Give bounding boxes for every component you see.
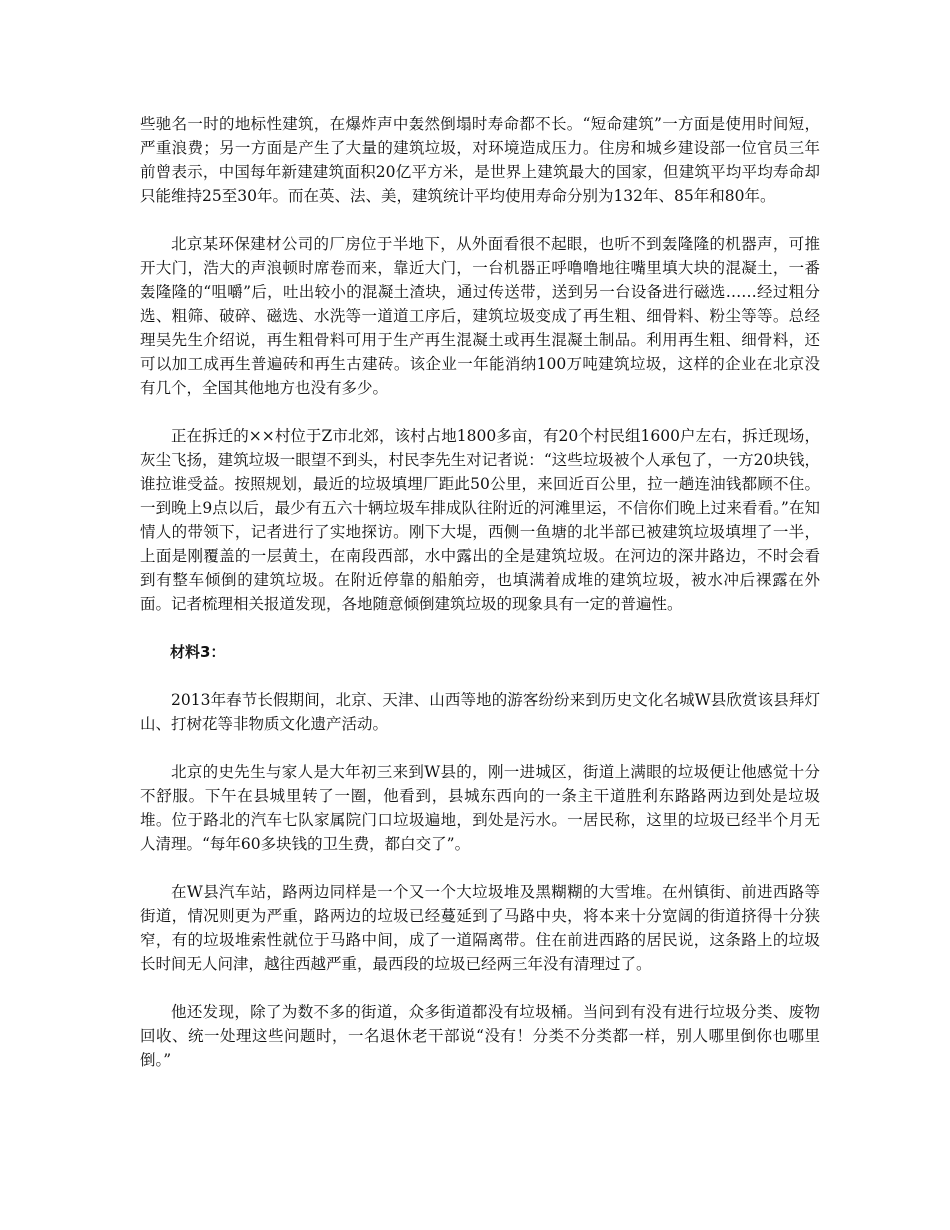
paragraph-no-trash-bins: 他还发现，除了为数不多的街道，众多街道都没有垃圾桶。当问到有没有进行垃圾分类、废物回收、统一处理这些问题时，一名退休老干部说“没有！分类不分类都一样，别人哪里倒你也哪里倒。”: [140, 1003, 820, 1069]
paragraph-spring-festival: 2013年春节长假期间，北京、天津、山西等地的游客纷纷来到历史文化名城W县欣赏该县拜灯山、打树花等非物质文化遗产活动。: [140, 691, 820, 733]
paragraph-recycling-company: 北京某环保建材公司的厂房位于半地下，从外面看很不起眼，也听不到轰隆隆的机器声，可推开大门，浩大的声浪顿时席卷而来，靠近大门，一台机器正呼噜噜地往嘴里填大块的混凝土，一番轰隆隆的“咀嚼”后，吐出较小的混凝土渣块，通过传送带，送到另一台设备进行磁选……经过粗分选、粗筛、破碎、磁选、水洗等一道道工序后，建筑垃圾变成了再生粗、细骨料、粉尘等等。总经理吴先生介绍说，再生粗骨料可用于生产再生混凝土或再生混凝土制品。利用再生粗、细骨料，还可以加工成再生普遍砖和再生古建砖。该企业一年能消纳100万吨建筑垃圾，这样的企业在北京没有几个，全国其他地方也没有多少。: [140, 235, 820, 397]
document-body: [140, 112, 820, 1096]
paragraph-bus-station: 在W县汽车站，路两边同样是一个又一个大垃圾堆及黑糊糊的大雪堆。在州镇街、前进西路等街道，情况则更为严重，路两边的垃圾已经蔓延到了马路中央，将本来十分宽阔的街道挤得十分狭窄，有的垃圾堆索性就位于马路中间，成了一道隔离带。住在前进西路的居民说，这条路上的垃圾长时间无人问津，越往西越严重，最西段的垃圾已经两三年没有清理过了。: [140, 883, 820, 973]
paragraph-mr-shi: 北京的史先生与家人是大年初三来到W县的，刚一进城区，街道上满眼的垃圾便让他感觉十分不舒服。下午在县城里转了一圈，他看到，县城东西向的一条主干道胜利东路路两边到处是垃圾堆。位于路北的汽车七队家属院门口垃圾遍地，到处是污水。一居民称，这里的垃圾已经半个月无人清理。“每年60多块钱的卫生费，都白交了”。: [140, 763, 820, 853]
paragraph-village-demolition: 正在拆迁的××村位于Z市北郊，该村占地1800多亩，有20个村民组1600户左右，拆迁现场，灰尘飞扬，建筑垃圾一眼望不到头，村民李先生对记者说：“这些垃圾被个人承包了，一方20块钱，谁拉谁受益。按照规划，最近的垃圾填埋厂距此50公里，来回近百公里，拉一趟连油钱都顾不住。一到晚上9点以后，最少有五六十辆垃圾车排成队往附近的河滩里运，不信你们晚上过来看看。”在知情人的带领下，记者进行了实地探访。刚下大堤，西侧一鱼塘的北半部已被建筑垃圾填埋了一半，上面是刚覆盖的一层黄土，在南段西部，水中露出的全是建筑垃圾。在河边的深井路边，不时会看到有整车倾倒的建筑垃圾。在附近停靠的船舶旁，也填满着成堆的建筑垃圾，被水冲后裸露在外面。记者梳理相关报道发现，各地随意倾倒建筑垃圾的现象具有一定的普遍性。: [140, 427, 820, 613]
paragraph-continued: 些驰名一时的地标性建筑，在爆炸声中轰然倒塌时寿命都不长。“短命建筑”一方面是使用时间短，严重浪费；另一方面是产生了大量的建筑垃圾，对环境造成压力。住房和城乡建设部一位官员三年前曾表示，中国每年新建建筑面积20亿平方米，是世界上建筑最大的国家，但建筑平均平均寿命却只能维持25至30年。而在英、法、美，建筑统计平均使用寿命分别为132年、85年和80年。: [140, 115, 820, 205]
section-heading-material-3: 材料3：: [170, 643, 226, 661]
